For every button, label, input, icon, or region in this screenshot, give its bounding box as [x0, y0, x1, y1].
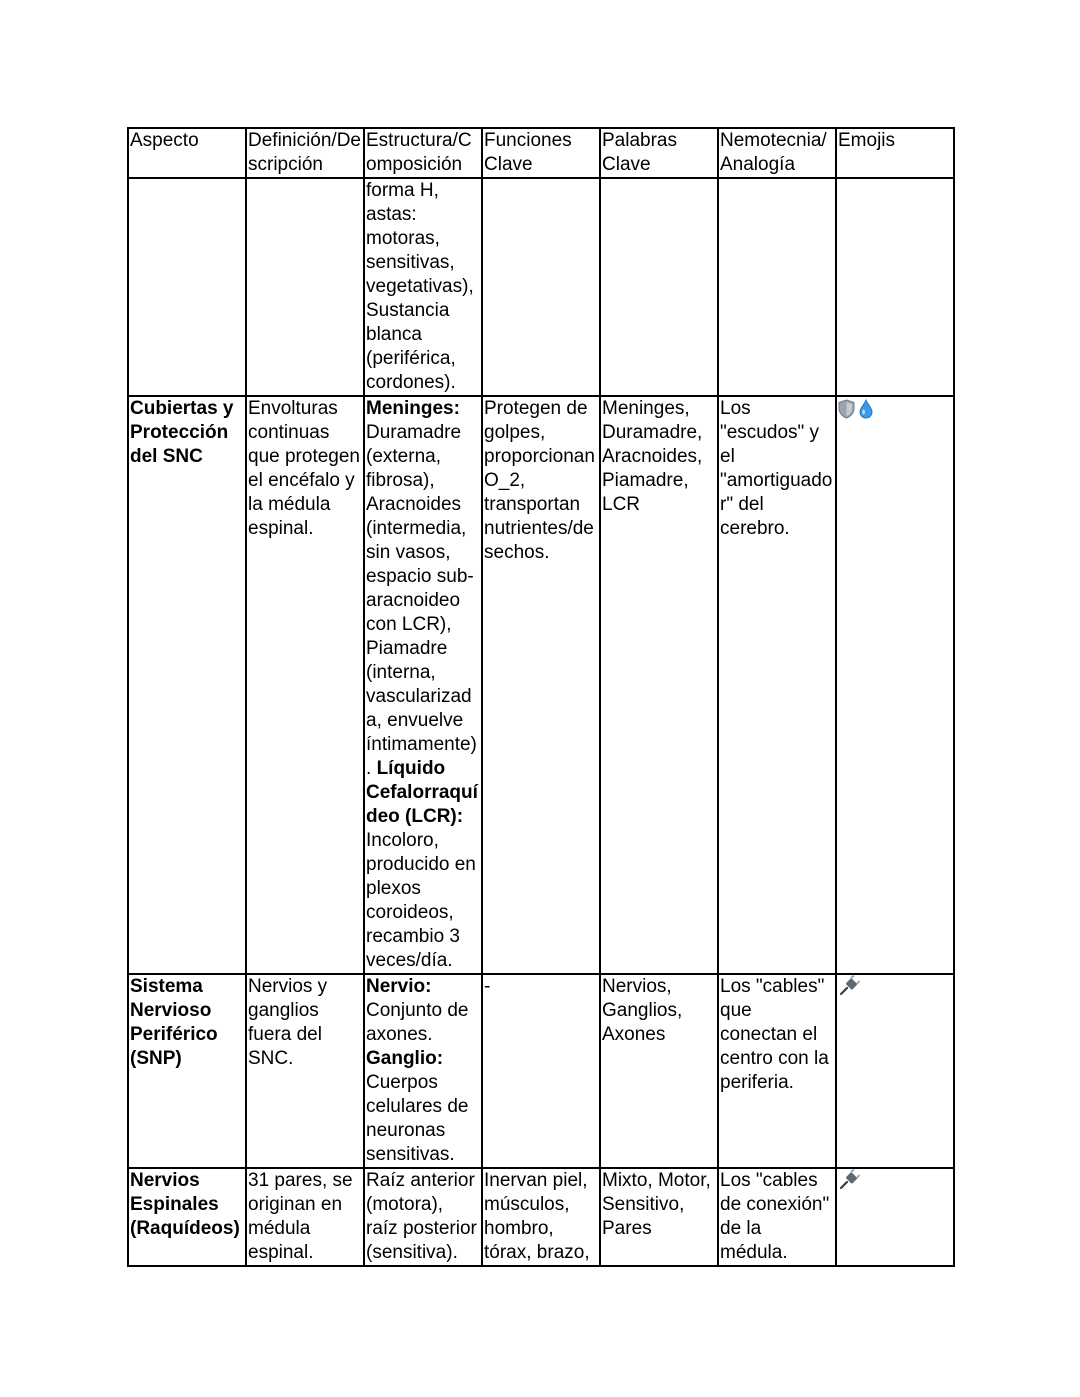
cell-palabras: Mixto, Motor, Sensitivo, Pares: [600, 1168, 718, 1266]
term-text: Incoloro, producido en plexos coroideos, recambio 3 veces/día.: [366, 830, 476, 971]
cell-palabras: Nervios, Ganglios, Axones: [600, 974, 718, 1168]
table-row: [128, 396, 954, 974]
header-cell-nemotecnia: Nemotecnia/ Analogía: [718, 128, 836, 178]
summary-table: [127, 127, 955, 1267]
cell-estructura: Raíz anterior (motora), raíz posterior (sensitiva).: [364, 1168, 482, 1266]
header-cell-palabras: Palabras Clave: [600, 128, 718, 178]
droplet-icon: [858, 399, 874, 419]
cell-definicion: [246, 178, 364, 396]
cell-definicion: Envolturas continuas que protegen el encéfalo y la médula espinal.: [246, 396, 364, 974]
cell-nemotecnia: Los "cables" que conectan el centro con la periferia.: [718, 974, 836, 1168]
cell-emojis: [836, 396, 954, 974]
cell-aspecto: Cubiertas y Protección del SNC: [128, 396, 246, 974]
cell-nemotecnia: Los "cables de conexión" de la médula.: [718, 1168, 836, 1266]
header-cell-aspecto: Aspecto: [128, 128, 246, 178]
cell-nemotecnia: [718, 178, 836, 396]
term-label: Líquido Cefalorraquídeo (LCR):: [366, 758, 478, 827]
cell-palabras: Meninges, Duramadre, Aracnoides, Piamadre, LCR: [600, 396, 718, 974]
term-text: Duramadre (externa, fibrosa), Aracnoides (intermedia, sin vasos, espacio sub-aracnoideo con LCR), Piamadre (interna, vascularizada, envuelve íntimamente).: [366, 422, 477, 779]
term-text: Cuerpos celulares de neuronas sensitivas.: [366, 1072, 469, 1165]
term-label: Ganglio:: [366, 1048, 444, 1069]
cell-palabras: [600, 178, 718, 396]
cell-estructura: [364, 974, 482, 1168]
cell-funciones: -: [482, 974, 600, 1168]
header-cell-definicion: Definición/Descripción: [246, 128, 364, 178]
plug-icon: [838, 975, 860, 997]
cell-nemotecnia: Los "escudos" y el "amortiguador" del cerebro.: [718, 396, 836, 974]
table-row: [128, 1168, 954, 1266]
cell-emojis: [836, 974, 954, 1168]
header-cell-funciones: Funciones Clave: [482, 128, 600, 178]
cell-emojis: [836, 1168, 954, 1266]
cell-definicion: Nervios y ganglios fuera del SNC.: [246, 974, 364, 1168]
cell-estructura: forma H, astas: motoras, sensitivas, vegetativas), Sustancia blanca (periférica, cordones).: [364, 178, 482, 396]
cell-funciones: Inervan piel, músculos, hombro, tórax, brazo,: [482, 1168, 600, 1266]
cell-aspecto: [128, 178, 246, 396]
cell-funciones: Protegen de golpes, proporcionan O_2, transportan nutrientes/desechos.: [482, 396, 600, 974]
cell-funciones: [482, 178, 600, 396]
table-row: [128, 974, 954, 1168]
term-label: Nervio:: [366, 976, 432, 997]
term-text: Conjunto de axones.: [366, 1000, 469, 1045]
header-cell-emojis: Emojis: [836, 128, 954, 178]
cell-emojis: [836, 178, 954, 396]
table-row: [128, 178, 954, 396]
cell-definicion: 31 pares, se originan en médula espinal.: [246, 1168, 364, 1266]
cell-aspecto: Nervios Espinales (Raquídeos): [128, 1168, 246, 1266]
header-cell-estructura: Estructura/Composición: [364, 128, 482, 178]
plug-icon: [838, 1169, 860, 1191]
cell-aspecto: Sistema Nervioso Periférico (SNP): [128, 974, 246, 1168]
shield-icon: [838, 399, 855, 419]
cell-estructura: [364, 396, 482, 974]
term-label: Meninges:: [366, 398, 460, 419]
header-row: [128, 128, 954, 178]
